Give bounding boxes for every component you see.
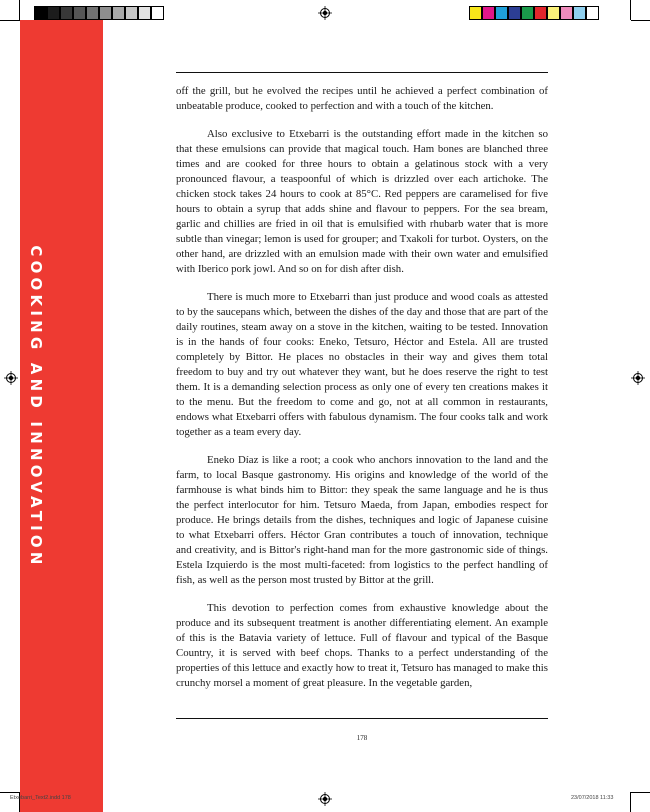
section-title-text: COOKING AND INNOVATION bbox=[27, 245, 45, 569]
color-swatch bbox=[99, 6, 112, 20]
registration-mark-icon bbox=[318, 792, 332, 806]
color-swatch bbox=[482, 6, 495, 20]
color-swatch bbox=[495, 6, 508, 20]
color-swatch bbox=[60, 6, 73, 20]
process-color-bar bbox=[469, 6, 599, 20]
color-swatch bbox=[112, 6, 125, 20]
bottom-rule bbox=[176, 718, 548, 719]
color-swatch bbox=[151, 6, 164, 20]
paragraph: This devotion to perfection comes from exhaustive knowledge about the produce and its subsequent treatment is another differentiating element. An example of this is the Batavia variety of lettuce. Full of flavour and typical of the Basque Country, it is served with beef chops. Thanks to a perfect understanding of the properties of this lettuce and exactly how to treat it, Tetsuro has managed to make this crunchy morsel a moment of great pleasure. In the vegetable garden, bbox=[176, 602, 548, 689]
color-swatch bbox=[125, 6, 138, 20]
color-swatch bbox=[508, 6, 521, 20]
paragraph: Eneko Díaz is like a root; a cook who anchors innovation to the land and the farm, to local Basque gastronomy. His origins and knowledge of the world of the farmhouse is what binds him to Bittor: they speak the same language and he is thus the perfect interlocutor for him. Tetsuro Maeda, from Japan, embodies respect for produce. He brings details from the dishes, techniques and logic of Japanese cuisine to what Etxebarri offers. Héctor Gran contributes a touch of innovation, technique and creativity, and is Bittor's right-hand man for the more gastronomic side of things. Estela Izquierdo is the most multi-faceted: from logistics to the perfect handling of fish, as well as the person most trusted by Bittor at the grill. bbox=[176, 454, 548, 586]
registration-mark-icon bbox=[4, 371, 18, 385]
color-swatch bbox=[34, 6, 47, 20]
slug-file-info: Etxebarri_Text2.indd 178 bbox=[10, 795, 71, 801]
paragraph: There is much more to Etxebarri than just produce and wood coals as attested to by the saucepans which, between the dishes of the day and those that are part of the daily routines, steam away on a stove in the kitchen, waiting to be tested. Innovation is in the hands of four cooks: Eneko, Tetsuro, Héctor and Estela. All are trusted completely by Bittor. He places no obstacles in their way and gives them total freedom to buy and try out whatever they want, but he does reserve the right to test them. It is a demanding selection process as only one of every ten creations makes it to the menu. But the freedom to come and go, not at all common in restaurants, endows what Etxebarri offers with fabulous dynamism. The four cooks talk and work together as a team every day. bbox=[176, 291, 548, 438]
color-swatch bbox=[560, 6, 573, 20]
gray-color-bar bbox=[34, 6, 164, 20]
registration-mark-icon bbox=[631, 371, 645, 385]
color-swatch bbox=[573, 6, 586, 20]
page-number: 178 bbox=[356, 734, 368, 742]
color-swatch bbox=[138, 6, 151, 20]
slug-date-info: 23/07/2018 11:33 bbox=[571, 795, 614, 801]
color-swatch bbox=[47, 6, 60, 20]
color-swatch bbox=[586, 6, 599, 20]
color-swatch bbox=[534, 6, 547, 20]
color-swatch bbox=[73, 6, 86, 20]
registration-mark-icon bbox=[318, 6, 332, 20]
color-swatch bbox=[86, 6, 99, 20]
color-swatch bbox=[547, 6, 560, 20]
paragraph: off the grill, but he evolved the recipes until he achieved a perfect combination of unbeatable produce, cooked to perfection and with a touch of the kitchen. bbox=[176, 85, 548, 112]
paragraph: Also exclusive to Etxebarri is the outstanding effort made in the kitchen so that these emulsions can provide that magical touch. Ham bones are blanched three times and are cooked for three hours to obtain a gelatinous stock with a very pronounced flavour, a teaspoonful of which is drizzled over each artichoke. The chicken stock takes 24 hours to cook at 85°C. Red peppers are caramelised for five hours to obtain a syrup that adds shine and flavour to peppers. For the sea bream, garlic and chillies are fried in oil that is emulsified with rhubarb water that is more subtle than vinegar; lemon is used for grouper; and Txakoli for turbot. Oysters, on the other hand, are drizzled with an emulsion made with their own water and emulsified with Iberico pork jowl. And so on for dish after dish. bbox=[176, 128, 548, 275]
color-swatch bbox=[521, 6, 534, 20]
body-text bbox=[176, 84, 548, 704]
color-swatch bbox=[469, 6, 482, 20]
top-rule bbox=[176, 72, 548, 73]
